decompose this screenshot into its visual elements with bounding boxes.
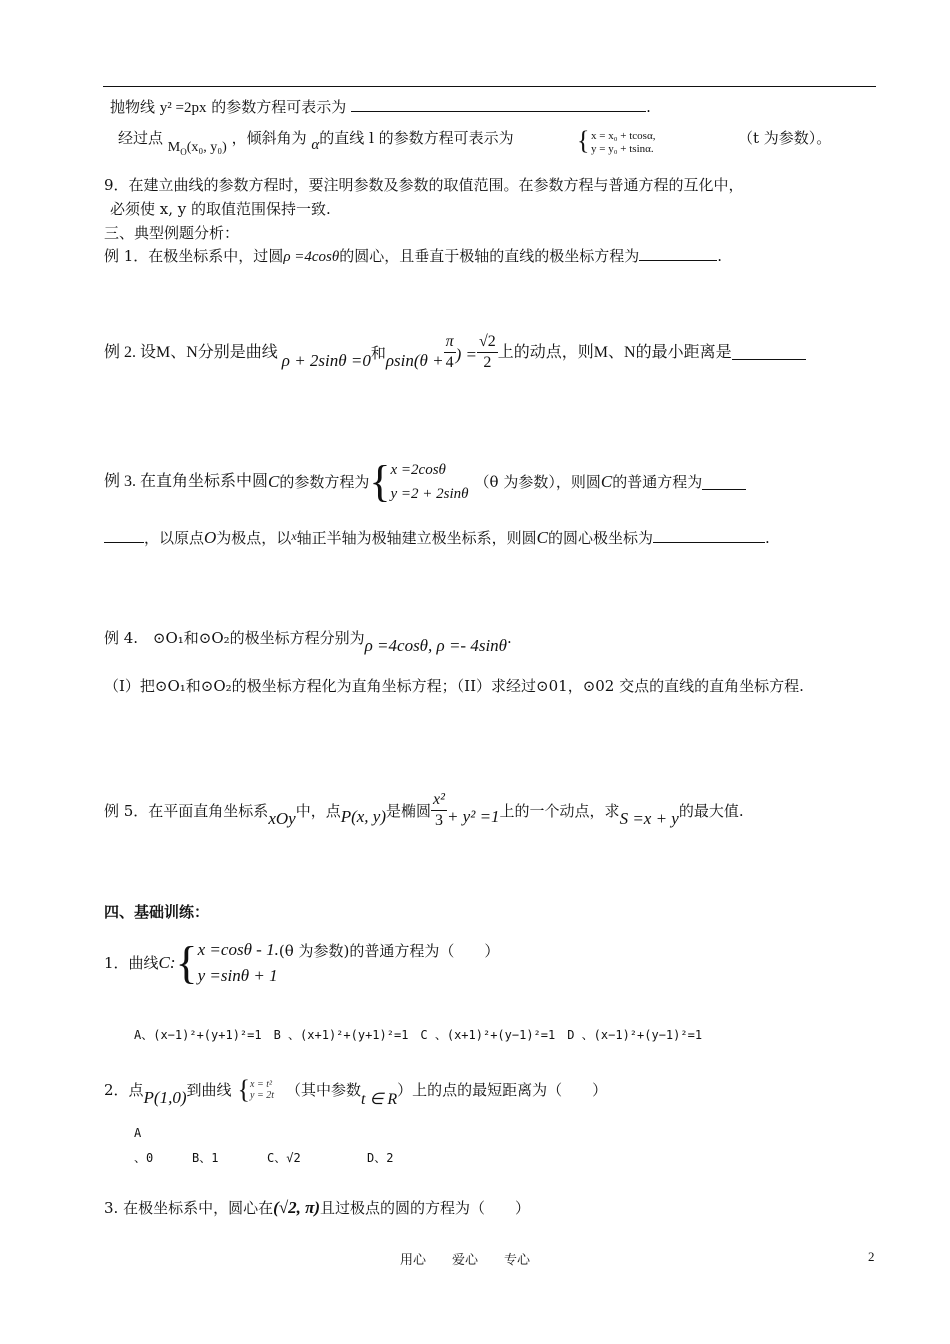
q2-option-b: B、1 [192,1151,219,1165]
item9-line2: 必须使 x, y 的取值范围保持一致. [110,200,331,218]
ex2-eq2-mid: ) = [455,344,477,364]
q2-options-row [134,1149,394,1166]
line-mid: ，倾斜角为 [231,129,307,147]
ex3-blank1 [702,475,746,490]
ex3-o: O [204,528,217,547]
ex2-eq1: ρ + 2sinθ =0 [281,350,371,370]
ex2-text-a: 例 2. 设M、N分别是曲线 [104,343,278,361]
line-param-row [118,128,514,157]
q1-text-a: 1．曲线 [104,954,159,972]
ex3-end: . [765,529,770,547]
q1-options: A、(x−1)²+(y+1)²=1 B 、(x+1)²+(y+1)²=1 C 、(x+1)²+(y−1)²=1 D 、(x−1)²+(y−1)²=1 [134,1028,703,1042]
ex2-text-c: 上的动点，则M、N的最小距离是 [497,343,732,361]
parabola-equation: y² =2px [159,100,207,116]
header-rule [103,86,876,87]
ex3-eq1: x =2cosθ [390,462,446,478]
ex5-xoy: xOy [268,808,296,828]
q2-option-a: 、0 [134,1151,154,1165]
ex3-eq2: y =2 + 2sinθ [390,486,469,502]
ex1-text-b: 的圆心，且垂直于极轴的直线的极坐标方程为 [339,247,640,265]
question-2 [104,1075,608,1108]
ex5-text-a: 例 5．在平面直角坐标系 [104,801,269,820]
ex3-line2-b: 为极点，以 [216,529,292,547]
ex3-c2: C [600,472,613,491]
ex5-eq-rest: + y² =1 [446,806,500,826]
q2-option-c: C、√2 [267,1151,301,1165]
q1-eq2: y =sinθ + 1 [197,966,278,985]
parabola-text: 抛物线 [110,98,156,116]
ex5-s: S =x + y [619,808,679,828]
example-4-line2: （I）把⊙O₁和⊙O₂的极坐标方程化为直角坐标方程；（II）求经过⊙01，⊙02 交点的直线的直角坐标方程. [104,677,804,695]
q2-option-d: D、2 [367,1151,394,1165]
q2-t: t ∈ R [361,1091,398,1108]
item9-line1: 9．在建立曲线的参数方程时，要注明参数及参数的取值范围。在参数方程与普通方程的互化中， [104,176,744,194]
example-3-line2 [104,528,770,549]
ex3-param: （θ 为参数），则圆 [474,473,601,491]
ex5-text-b: 中，点 [295,801,341,820]
ex5-text-e: 的最大值. [678,801,744,820]
ex3-text-a: 例 3. 在直角坐标系中圆 [104,473,269,490]
ex3-line2-a: ，以原点 [144,529,205,547]
line-mid2: 的直线 l 的参数方程可表示为 [319,129,514,147]
ex3-blank2 [104,528,144,543]
parabola-blank [351,97,646,112]
line-eq-1: x = x₀ + tcosα, [591,130,656,142]
ex4-text-a: 例 4. [104,629,139,647]
ex2-sqrt-frac: $\frac{√2}{2}$ [479,333,496,371]
ex1-equation: ρ =4cosθ [283,249,340,265]
ex2-text-b: 和 [370,343,386,362]
q2-brace: { [237,1075,251,1104]
parabola-line: 抛物线 y² =2px 的参数方程可表示为 . [110,98,651,116]
q1-text-b: (θ 为参数)的普通方程为（ ） [278,942,500,960]
ex3-text-c: 的普通方程为 [612,473,703,491]
ex2-eq2-left: ρsin(θ + [385,350,444,370]
q1-eq1: x =cosθ - 1. [197,940,279,959]
q2-text-a: 2．点 [104,1081,144,1099]
q1-system [198,937,279,989]
q2-eq2: y = 2t [250,1090,274,1101]
page-number: 2 [868,1249,875,1264]
parabola-after: 的参数方程可表示为 [211,98,347,116]
ex4-equation: ρ =4cosθ, ρ =- 4sinθ [364,636,508,655]
ex3-line2-c: 轴正半轴为极轴建立极坐标系，则圆 [296,529,537,547]
footer-text: 用心 爱心 专心 [400,1253,531,1268]
ex3-system [391,458,469,506]
question-3 [104,1198,530,1218]
ex1-end: . [717,247,723,265]
q2-option-a-top: A [134,1126,142,1140]
q1-brace: { [175,937,198,988]
example-4 [104,628,512,655]
question-1 [104,937,499,989]
q2-text-d: ）上的点的最短距离为（ ） [397,1081,608,1099]
ex5-text-c: 是椭圆 [386,801,432,820]
q2-text-c: （其中参数 [285,1081,361,1099]
line-param-note: （t 为参数）。 [738,129,832,147]
example-5 [104,790,744,831]
ex1-blank [639,246,717,261]
example-1 [104,246,722,267]
q3-text-b: 且过极点的圆的方程为（ ） [320,1199,531,1217]
q3-text-a: 3. 在极坐标系中，圆心在 [104,1199,274,1217]
ex2-pi-frac: $\frac{\pi}{4}$ [445,333,454,371]
q2-point: P(1,0) [143,1088,187,1107]
ex3-c3: C [536,528,548,547]
line-prefix: 经过点 [118,129,164,147]
ex3-blank3 [653,528,765,543]
ex3-c: C [268,472,280,491]
example-3 [104,458,746,506]
ex4-dot: . [507,629,512,647]
ex5-text-d: 上的一个动点，求 [499,801,620,820]
q2-system [250,1079,274,1101]
ex4-text-b: ⊙O₁和⊙O₂的极坐标方程分别为 [152,629,365,647]
q3-point: (√2, π) [273,1198,321,1217]
ex2-blank [732,345,806,360]
section3-title: 三、典型例题分析： [104,224,240,242]
line-param-system: { x = x₀ + tcosα, y = y₀ + tsinα. [577,126,656,155]
ex3-x: x [291,529,297,543]
ex3-brace: { [369,457,391,506]
alpha-symbol: α [311,137,320,153]
ex3-text-b: 的参数方程为 [279,473,370,491]
point-m0: $M_O(x_0$, y₀) [167,140,227,157]
ex1-text-a: 例 1．在极坐标系中，过圆 [104,247,284,265]
q2-eq1: x = t² [250,1079,272,1090]
section4-title: 四、基础训练： [104,903,210,921]
ex5-frac: $\frac{\text{x²}}{3}$ [433,791,445,829]
line-eq-2: y = y₀ + tsinα. [591,143,654,155]
q2-text-b: 到曲线 [186,1081,232,1099]
q1-c: C: [158,953,176,972]
ex5-point: P(x, y) [340,806,387,826]
ex3-line2-d: 的圆心极坐标为 [548,529,654,547]
example-2 [104,332,806,373]
